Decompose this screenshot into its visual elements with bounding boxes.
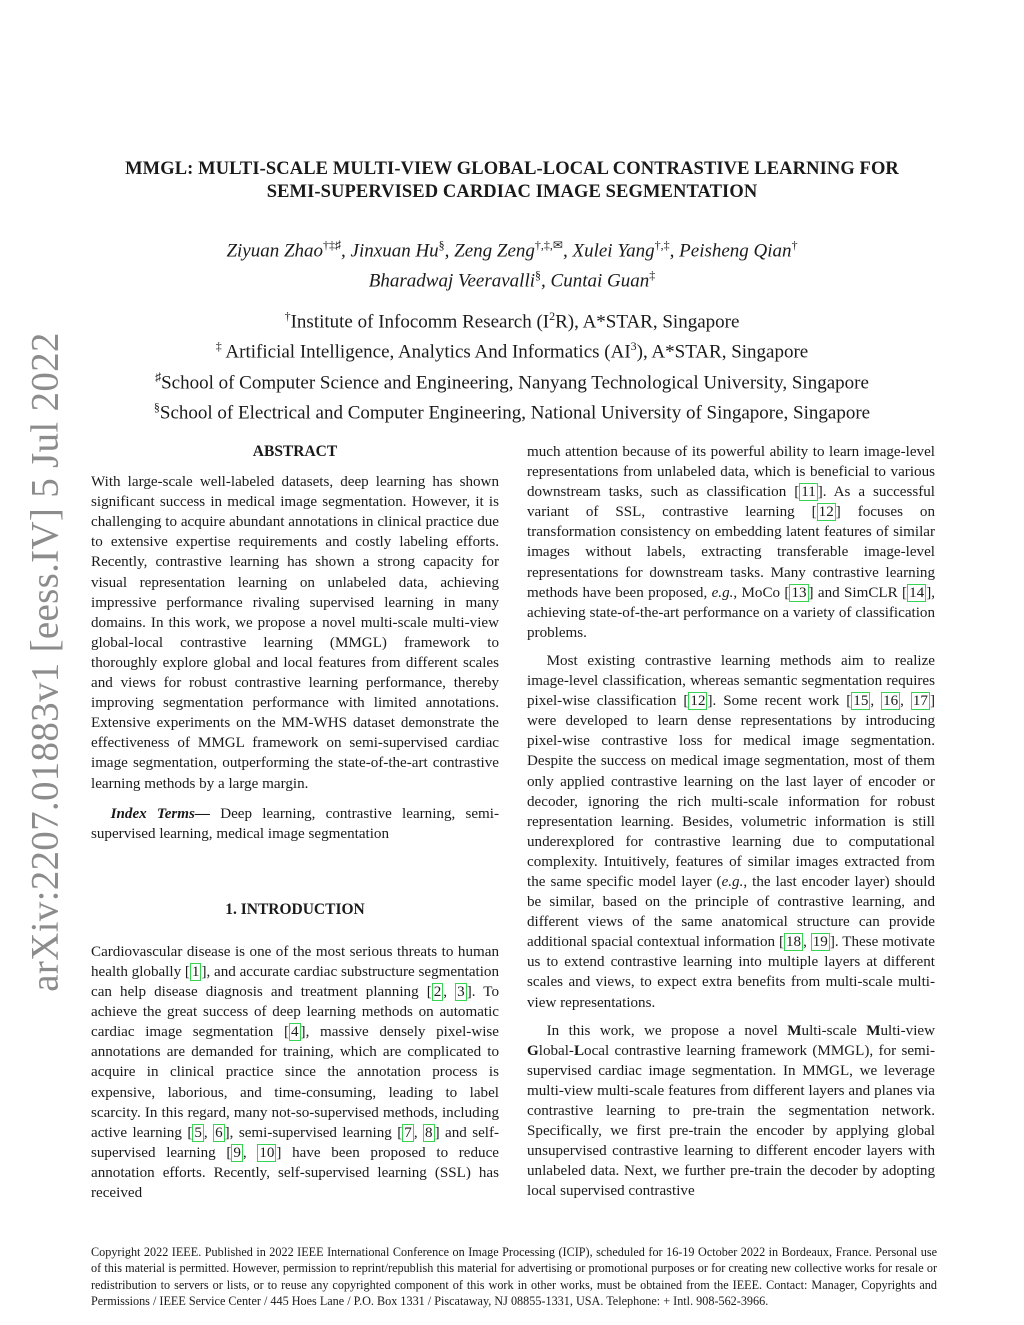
author-name: Bharadwaj Veeravalli <box>368 270 536 292</box>
affiliation-4: §School of Electrical and Computer Engineering, National University of Singapore, Singapore <box>153 399 871 424</box>
author-mark: ‡ <box>649 268 656 283</box>
citation-link[interactable]: 2 <box>433 984 442 1001</box>
citation-link[interactable]: 15 <box>853 693 869 710</box>
author-mark: § <box>438 238 445 252</box>
citation-link[interactable]: 18 <box>785 934 802 951</box>
intro-paragraph-4: In this work, we propose a novel Multi-scale Multi-view Global-Local contrastive learning framework (MMGL), for semi-supervised cardiac image segmentation. In MMGL, we leverage multi-view multi-scale features from different layers and planes via contrastive learning to pre-train the segmentation network. Specifically, we first pre-train the encoder by applying global unsupervised contrastive learning to different encoder layers with unlabeled data. Next, we further pre-train the decoder by adopting local supervised contrastive <box>527 1022 935 1200</box>
intro-paragraph-3: Most existing contrastive learning methods aim to realize image-level classification, whereas semantic segmentation requires pixel-wise classification [ 12 ]. Some recent work [ 15 , 16 , 17 ] were developed to learn dense representations by introducing pixel-wise contrastive loss for medical image segmentation. Despite the success on medical image segmentation, most of them only applied contrastive learning on the last layer of encoder or decoder, ignoring the rich multi-scale information for robust representation learning. Besides, volumetric information is still underexplored for contrastive learning due to computational complexity. Intuitively, features of similar images extracted from the same specific model layer (e.g., the last encoder layer) should be similar, based on the principle of contrastive learning, and different views of the same anatomical structure can provide additional spacial contextual information [ 18 , 19 ]. These motivate us to extend contrastive learning into multiple layers at different scales and views, to expect extra benefits from multi-scale multi-view representations. <box>527 652 936 1011</box>
affiliation-list <box>60 304 964 425</box>
author-mark: †,‡,✉ <box>534 238 563 252</box>
citation-link[interactable]: 4 <box>291 1024 299 1041</box>
arxiv-identifier <box>20 332 70 992</box>
right-column <box>527 442 935 1201</box>
author-name: Peisheng Qian <box>679 240 792 262</box>
arxiv-id-text: arXiv:2207.01883v1 [eess.IV] 5 Jul 2022 <box>23 332 67 992</box>
citation-link[interactable]: 12 <box>818 504 834 521</box>
intro-paragraph-2: much attention because of its powerful ability to learn image-level representations from unlabeled data, which is beneficial to various downstream tasks, such as classification [ 11 ]. As a successful variant of SSL, contrastive learning [ 12 ] focuses on transformation consistency on embedding latent features of similar images without labels, extracting transferable image-level representations for downstream tasks. Many contrastive learning methods have been proposed, e.g., MoCo [ 13 ] and SimCLR [ 14 ], achieving state-of-the-art performance on a variety of classification problems. <box>527 444 936 641</box>
title-line-1: MMGL: MULTI-SCALE MULTI-VIEW GLOBAL-LOCAL CONTRASTIVE LEARNING FOR <box>125 159 899 179</box>
citation-link[interactable]: 16 <box>883 693 899 710</box>
citation-link[interactable]: 9 <box>233 1144 241 1161</box>
citation-link[interactable]: 12 <box>690 693 706 710</box>
affiliation-2: ‡ Artificial Intelligence, Analytics And Informatics $(AI^3)$, A*STAR, Singapore <box>215 339 809 363</box>
citation-link[interactable]: 14 <box>909 584 925 601</box>
citation-link[interactable]: 5 <box>194 1124 202 1141</box>
affiliation-3: ♯School of Computer Science and Engineering, Nanyang Technological University, Singapore <box>155 369 869 393</box>
intro-paragraph-1: Cardiovascular disease is one of the most serious threats to human health globally [ 1 ], and accurate cardiac substructure segmentation can help disease diagnosis and treatment planning [ 2 , 3 ]. To achieve the great success of deep learning methods on automatic cardiac image segmentation [ 4 ], massive densely pixel-wise annotations are demanded for training, which are complicated to acquire in clinical practice since the annotation process is expensive, laborious, and time-consuming, leading to label scarcity. In this regard, many not-so-supervised methods, including active learning [ 5 , 6 ], semi-supervised learning [ 7 , 8 ] and self-supervised learning [ 9 , 10 ] have been proposed to reduce annotation efforts. Recently, self-supervised learning (SSL) has received <box>91 943 500 1201</box>
author-name: Ziyuan Zhao <box>226 240 324 262</box>
copyright-footer: Copyright 2022 IEEE. Published in 2022 IEEE International Conference on Image Processing (ICIP), scheduled for 16-19 October 2022 in Bordeaux, France. Personal use of this material is permitted. However, permission to reprint/republish this material for advertising or promotional purposes or for creating new collective works for resale or redistribution to servers or lists, or to reuse any copyrighted component of this work in other works, must be obtained from the IEEE. Contact: Manager, Copyrights and Permissions / IEEE Service Center / 445 Hoes Lane / P.O. Box 1331 / Piscataway, NJ 08855-1331, USA. Telephone: + Intl. 908-562-3966. <box>91 1245 937 1309</box>
author-list <box>60 233 964 294</box>
author-line-1: Ziyuan Zhao†‡♯, Jinxuan Hu§, Zeng Zeng†,‡,✉, Xulei Yang†,‡, Peisheng Qian† <box>226 238 798 262</box>
abstract-heading: ABSTRACT <box>252 443 338 460</box>
author-name: Zeng Zeng <box>454 240 535 262</box>
abstract-text: With large-scale well-labeled datasets, deep learning has shown significant success in medical image segmentation. However, it is challenging to acquire abundant annotations in clinical practice due to extensive expertise requirements and costly labeling efforts. Recently, contrastive learning has shown a strong capacity for visual representation learning on unlabeled data, achieving impressive performance rivaling supervised learning in many domains. In this work, we propose a novel multi-scale multi-view global-local contrastive learning (MMGL) framework to thoroughly explore global and local features from different scales and views for robust contrastive learning performance, thereby improving segmentation performance with limited annotations. Extensive experiments on the MM-WHS dataset demonstrate the effectiveness of MMGL framework on semi-supervised cardiac image segmentation, outperforming the state-of-the-art contrastive learning methods by a large margin. <box>91 474 499 792</box>
author-mark: †‡♯ <box>323 238 342 252</box>
citation-link[interactable]: 3 <box>457 984 465 1001</box>
citation-link[interactable]: 11 <box>801 484 816 501</box>
paper-title <box>60 158 964 204</box>
citation-link[interactable]: 19 <box>812 934 828 951</box>
citation-link[interactable]: 8 <box>425 1124 433 1141</box>
citation-link[interactable]: 1 <box>191 963 200 980</box>
citation-link[interactable]: 13 <box>791 584 807 601</box>
author-name: Cuntai Guan <box>550 270 650 292</box>
title-line-2: SEMI-SUPERVISED CARDIAC IMAGE SEGMENTATION <box>266 182 758 202</box>
left-column <box>91 442 499 1203</box>
author-name: Jinxuan Hu <box>350 240 439 262</box>
affiliation-1: †Institute of Infocomm Research $(I^2R)$, A*STAR, Singapore <box>284 309 740 333</box>
author-name: Xulei Yang <box>572 240 655 262</box>
author-mark: † <box>791 238 798 252</box>
introduction-heading: 1. INTRODUCTION <box>225 900 365 918</box>
index-terms: Index Terms— Deep learning, contrastive learning, semi-supervised learning, medical image segmentation <box>91 805 500 842</box>
citation-link[interactable]: 17 <box>912 693 928 710</box>
citation-link[interactable]: 10 <box>259 1144 275 1161</box>
author-mark: § <box>535 268 542 283</box>
author-mark: †,‡ <box>654 238 670 252</box>
citation-link[interactable]: 6 <box>215 1124 223 1141</box>
author-line-2: Bharadwaj Veeravalli§, Cuntai Guan‡ <box>368 268 656 292</box>
citation-link[interactable]: 7 <box>404 1124 412 1141</box>
